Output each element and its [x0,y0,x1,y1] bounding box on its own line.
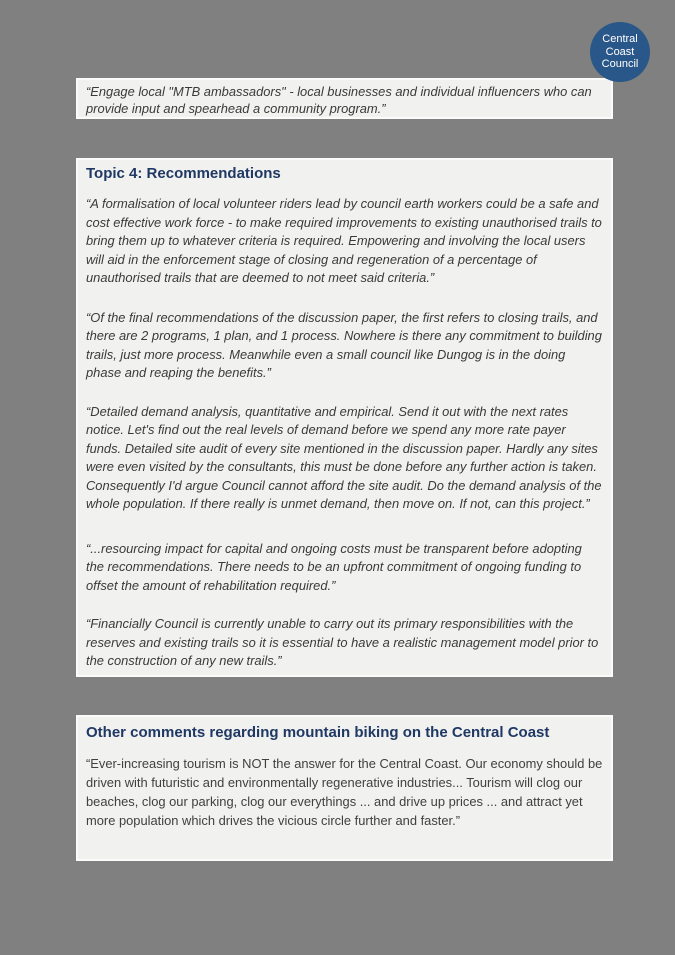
logo-text-line: Coast [605,45,635,58]
topic4-heading: Topic 4: Recommendations [86,165,281,182]
intro-quote-panel [76,78,613,119]
topic4-quote-3: “Detailed demand analysis, quantitative and empirical. Send it out with the next rates notice. Let's find out the real levels of demand before we spend any more rate payer funds. Detailed site audit of every site mentioned in the discussion paper. Hardly any sites were even visited by the consultants, this must be done before any further action is taken. Consequently I'd argue Council cannot afford the site audit. Do the demand analysis of the whole population. If there really is unmet demand, then move on. If not, can this project.” [86,403,602,511]
other-comments-quote: “Ever-increasing tourism is NOT the answer for the Central Coast. Our economy should be driven with futuristic and environmentally regenerative industries... Tourism will clog our beaches, clog our parking, clog our everythings ... and drive up prices ... and attract yet more population which drives the vicious circle further and faster.” [86,756,603,828]
topic4-quote-4: “...resourcing impact for capital and ongoing costs must be transparent before adopting the recommendations. There needs to be an upfront commitment of ongoing funding to offset the amount of rehabilitation required.” [86,540,582,593]
logo-text-line: Council [601,58,639,71]
central-coast-council-logo [590,22,650,82]
topic4-quote-1: “A formalisation of local volunteer riders lead by council earth workers could be a safe and cost effective work force - to make required improvements to existing unauthorised trails to bring them up to whatever criteria is required. Empowering and involving the local users will aid in the enforcement stage of closing and regeneration of a percentage of unauthorised trails that are deemed to not meet said criteria.” [86,196,602,285]
topic4-quote-2: “Of the final recommendations of the discussion paper, the first refers to closing trails, and there are 2 programs, 1 plan, and 1 process. Nowhere is there any commitment to building trails, just more process. Meanwhile even a small council like Dungog is in the doing phase and reaping the benefits.” [86,309,602,380]
intro-quote-text: “Engage local "MTB ambassadors" - local businesses and individual influencers who can provide input and spearhead a community program.” [86,84,592,116]
logo-text-line: Central [602,33,638,46]
other-comments-panel [76,715,613,861]
other-comments-heading: Other comments regarding mountain biking on the Central Coast [86,724,550,741]
topic4-recommendations-panel [76,158,613,677]
topic4-quote-5: “Financially Council is currently unable to carry out its primary responsibilities with the reserves and existing trails so it is essential to have a realistic management model prior to the construction of any new trails.” [86,616,599,668]
